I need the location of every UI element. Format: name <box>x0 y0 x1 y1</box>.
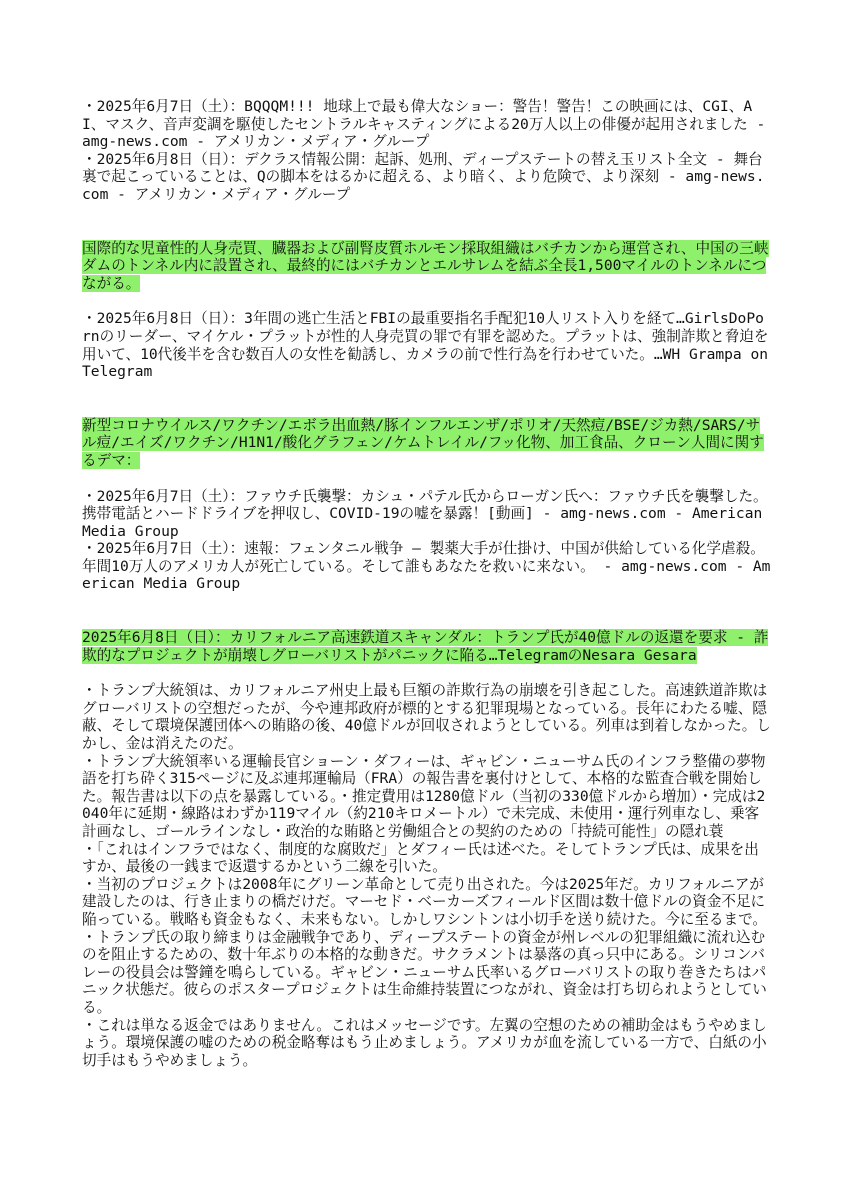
highlighted-text: 2025年6月8日（日）：カリフォルニア高速鉄道スキャンダル：トランプ氏が40億ドルの返還を要求 - 詐欺的なプロジェクトが崩壊しグローバリストがパニックに陥る…TelegramのNesara Gesara <box>82 629 769 664</box>
news-item: ・トランプ大統領率いる運輸長官ショーン・ダフィーは、ギャビン・ニューサム氏のインフラ整備の夢物語を打ち砕く315ページに及ぶ連邦運輸局（FRA）の報告書を裏付けとして、本格的な監査合戦を開始した。報告書は以下の点を暴露している。・推定費用は1280億ドル（当初の330億ドルから増加）・完成は2040年に延期・線路はわずか119マイル（約210キロメートル）で未完成、未使用・運行列車なし、乗客計画なし、ゴールラインなし・政治的な賄賂と労働組合との契約のための「持続可能性」の隠れ蓑 <box>82 752 766 840</box>
news-item: ・当初のプロジェクトは2008年にグリーン革命として売り出された。今は2025年だ。カリフォルニアが建設したのは、行き止まりの橋だけだ。マーセド・ベーカーズフィールド区間は数十億ドルの資金不足に陥っている。戦略も資金もなく、未来もない。しかしワシントンは小切手を送り続けた。今に至るまで。 <box>82 875 767 928</box>
news-item: ・これは単なる返金ではありません。これはメッセージです。左翼の空想のための補助金はもうやめましょう。環境保護の嘘のための税金略奪はもう止めましょう。アメリカが血を流している一方で、白紙の小切手はもうやめましょう。 <box>82 1016 767 1069</box>
news-block-1 <box>82 98 772 204</box>
highlighted-text: 新型コロナウイルス/ワクチン/エボラ出血熱/豚インフルエンザ/ポリオ/天然痘/BSE/ジカ熱/SARS/サル痘/エイズ/ワクチン/H1N1/酸化グラフェン/ケムトレイル/フッ化物、加工食品、クローン人間に関するデマ： <box>82 416 764 469</box>
highlight-heading-trafficking <box>82 240 772 293</box>
news-item: ・トランプ大統領は、カリフォルニア州史上最も巨額の詐欺行為の崩壊を引き起こした。高速鉄道詐欺はグローバリストの空想だったが、今や連邦政府が標的とする犯罪現場となっている。長年にわたる嘘、隠蔽、そして環境保護団体への賄賂の後、40億ドルが回収されようとしている。列車は到着しなかった。しかし、金は消えたのだ。 <box>82 682 771 753</box>
news-item: ・トランプ氏の取り締まりは金融戦争であり、ディープステートの資金が州レベルの犯罪組織に流れ込むのを阻止するための、数十年ぶりの本格的な動きだ。サクラメントは暴落の真っ只中にある。シリコンバレーの役員会は警鐘を鳴らしている。ギャビン・ニューサム氏率いるグローバリストの取り巻きたちはパニック状態だ。彼らのポスタープロジェクトは生命維持装置につながれ、資金は打ち切られようとしている。 <box>82 928 767 1016</box>
highlight-heading-hoaxes <box>82 417 772 470</box>
news-item: ・2025年6月8日（日）：デクラス情報公開：起訴、処刑、ディープステートの替え玉リスト全文 - 舞台裏で起こっていることは、Qの脚本をはるかに超える、より暗く、より危険で、より深刻 - amg-news.com - アメリカン・メディア・グループ <box>82 150 765 203</box>
news-item: ・2025年6月7日（土）：ファウチ氏襲撃：カシュ・パテル氏からローガン氏へ：ファウチ氏を襲撃した。携帯電話とハードドライブを押収し、COVID-19の嘘を暴露！[動画] - amg-news.com - American Media Group <box>82 487 768 540</box>
news-block-4 <box>82 682 772 1069</box>
news-block-3 <box>82 488 772 594</box>
news-item: ・2025年6月7日（土）：BQQQM!!! 地球上で最も偉大なショー：警告！警告！この映画には、CGI、AI、マスク、音声変調を駆使したセントラルキャスティングによる20万人以上の俳優が起用されました - amg-news.com - アメリカン・メディア・グループ <box>82 98 766 151</box>
news-item: ・2025年6月8日（日）：3年間の逃亡生活とFBIの最重要指名手配犯10人リスト入りを経て…GirlsDoPornのリーダー、マイケル・プラットが性的人身売買の罪で有罪を認めた。プラットは、強制詐欺と脅迫を用いて、10代後半を含む数百人の女性を勧誘し、カメラの前で性行為を行わせていた。…WH Grampa on Telegram <box>82 310 769 381</box>
news-item: ・「これはインフラではなく、制度的な腐敗だ」とダフィー氏は述べた。そしてトランプ氏は、成果を出すか、最後の一銭まで返還するかという二線を引いた。 <box>82 840 759 876</box>
news-item: ・2025年6月7日（土）：速報：フェンタニル戦争 — 製薬大手が仕掛け、中国が供給している化学虐殺。年間10万人のアメリカ人が死亡している。そして誰もあなたを救いに来ない。 - amg-news.com - American Media Group <box>82 540 771 593</box>
document-page <box>82 98 772 1069</box>
highlighted-text: 国際的な児童性的人身売買、臓器および副腎皮質ホルモン採取組織はバチカンから運営され、中国の三峡ダムのトンネル内に設置され、最終的にはバチカンとエルサレムを結ぶ全長1,500マイルのトンネルにつながる。 <box>82 239 769 292</box>
news-block-2 <box>82 310 772 380</box>
highlight-heading-rail-scandal <box>82 629 772 664</box>
